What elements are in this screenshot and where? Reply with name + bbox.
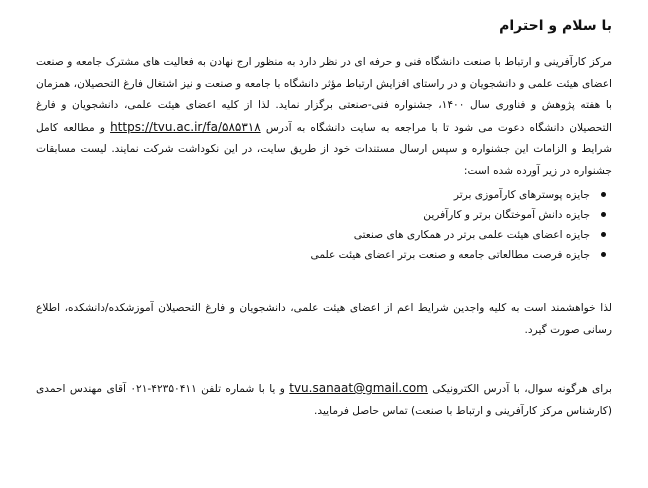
list-item-label: جایزه فرصت مطالعاتی جامعه و صنعت برتر اعضای هیئت علمی: [310, 249, 590, 261]
contact-email-link[interactable]: tvu.sanaat@gmail.com: [289, 381, 428, 395]
contact-text-1: برای هرگونه سوال، با آدرس الکترونیکی: [432, 383, 612, 395]
intro-text-1: مرکز کارآفرینی و ارتباط با صنعت دانشگاه فنی و حرفه ای در نظر دارد به منظور ارج نهادن به فعالیت های مشترک جامعه و صنعت اعضای هیئت علمی و دانشجویان و در راستای افزایش ارتباط مؤثر دانشگاه با جامعه و صنعت و نیز اشتغال فارغ التحصیلان، همزمان با هفته پژوهش و فناوری سال ۱۴۰۰، جشنواره فنی-صنعتی برگزار نماید. لذا از کلیه اعضای هیئت علمی، دانشجویان و فارغ التحصیلان دانشگاه دعوت می شود تا با مراجعه به سایت دانشگاه به آدرس: [36, 56, 612, 134]
prize-list: [311, 185, 608, 265]
bullet-icon: [601, 252, 606, 257]
contact-paragraph: [36, 378, 612, 422]
list-item: [311, 205, 608, 225]
festival-link[interactable]: https://tvu.ac.ir/fa/۵۸۵۳۱۸: [110, 119, 261, 134]
list-item: [311, 225, 608, 245]
contact-text-2: و یا با شماره تلفن ۴۲۳۵۰۴۱۱-۰۲۱ آقای مهندس احمدی (کارشناس مرکز کارآفرینی و ارتباط با صنعت) تماس حاصل فرمایید.: [36, 383, 612, 417]
list-item-label: جایزه اعضای هیئت علمی برتر در همکاری های صنعتی: [353, 229, 590, 241]
list-item: [311, 185, 608, 205]
request-paragraph: لذا خواهشمند است به کلیه واجدین شرایط اعم از اعضای هیئت علمی، دانشجویان و فارغ التحصیلان آموزشکده/دانشکده، اطلاع رسانی صورت گیرد.: [36, 302, 612, 336]
list-item-label: جایزه دانش آموختگان برتر و کارآفرین: [423, 209, 590, 221]
bullet-icon: [601, 192, 606, 197]
intro-text-2: و مطالعه کامل شرایط و الزامات این جشنواره و سپس ارسال مستندات خود از طریق سایت، در این نکوداشت شرکت نمایند. لیست مسابقات جشنواره در زیر آورده شده است:: [36, 121, 612, 177]
list-item-label: جایزه پوسترهای کارآموزی برتر: [453, 189, 590, 201]
intro-paragraph: [36, 52, 612, 182]
bullet-icon: [601, 232, 606, 237]
greeting: با سلام و احترام: [499, 18, 612, 34]
list-item: [311, 245, 608, 265]
bullet-icon: [601, 212, 606, 217]
